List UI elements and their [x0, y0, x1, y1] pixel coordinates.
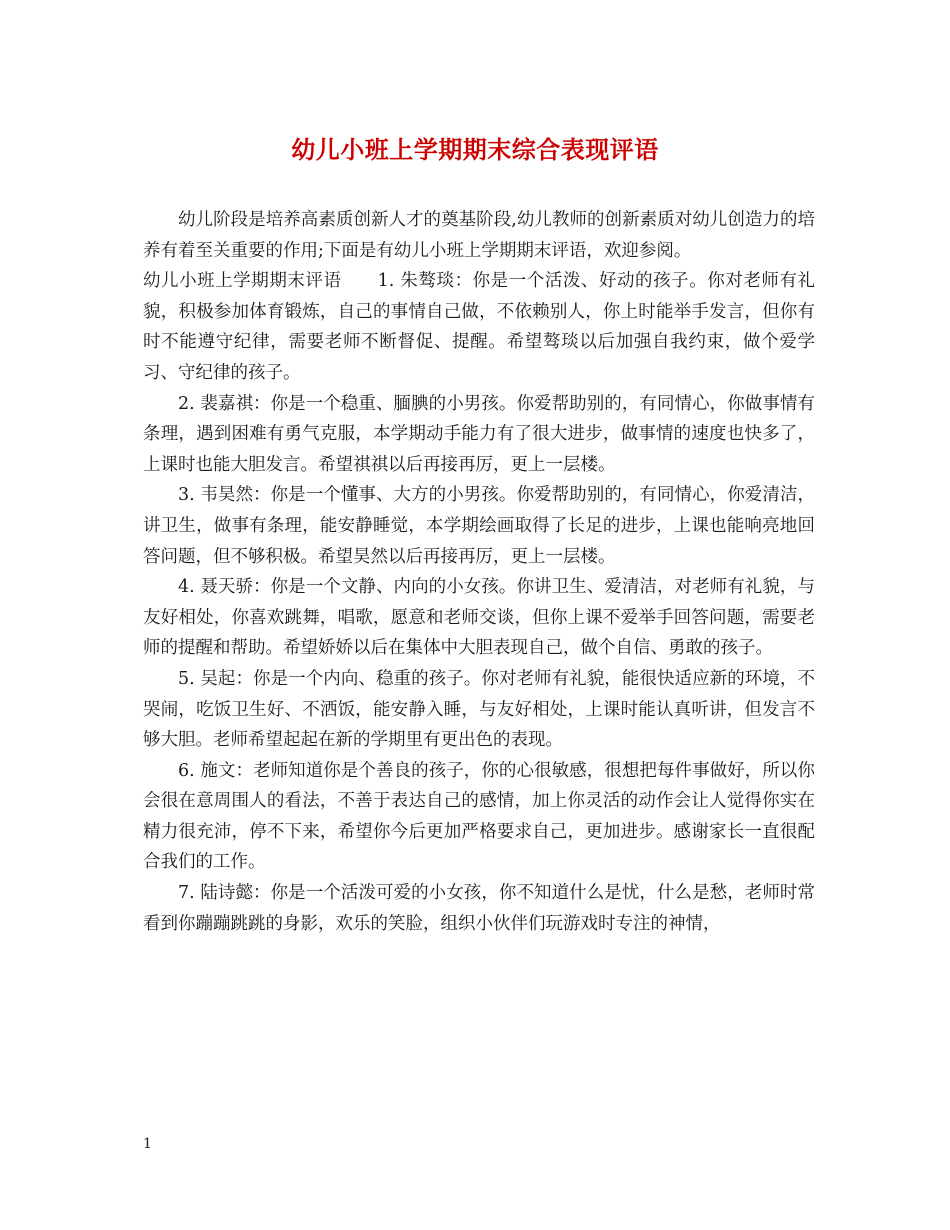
paragraph-comment-3: 3. 韦昊然：你是一个懂事、大方的小男孩。你爱帮助别的，有同情心，你爱清洁，讲卫生，做事有条理，能安静睡觉，本学期绘画取得了长足的进步，上课也能响亮地回答问题，但不够积极。希望昊然以后再接再厉，更上一层楼。: [143, 485, 815, 567]
paragraph-comment-2: 2. 裴嘉祺：你是一个稳重、腼腆的小男孩。你爱帮助别的，有同情心，你做事情有条理，遇到困难有勇气克服，本学期动手能力有了很大进步，做事情的速度也快多了，上课时也能大胆发言。希望祺祺以后再接再厉，更上一层楼。: [143, 393, 815, 475]
paragraph-comment-7: 7. 陆诗懿：你是一个活泼可爱的小女孩，你不知道什么是忧，什么是愁，老师时常看到你蹦蹦跳跳的身影，欢乐的笑脸，组织小伙伴们玩游戏时专注的神情，: [143, 883, 815, 934]
paragraph-comment-6: 6. 施文：老师知道你是个善良的孩子，你的心很敏感，很想把每件事做好，所以你会很在意周围人的看法，不善于表达自己的感情，加上你灵活的动作会让人觉得你实在精力很充沛，停不下来，希望你今后更加严格要求自己，更加进步。感谢家长一直很配合我们的工作。: [143, 760, 815, 873]
paragraph-comment-5: 5. 吴起：你是一个内向、稳重的孩子。你对老师有礼貌，能很快适应新的环境，不哭闹，吃饭卫生好、不洒饭，能安静入睡，与友好相处，上课时能认真听讲，但发言不够大胆。老师希望起起在新的学期里有更出色的表现。: [143, 668, 815, 751]
paragraph-comment-1: 幼儿小班上学期期末评语 1. 朱骜琰：你是一个活泼、好动的孩子。你对老师有礼貌，积极参加体育锻炼，自己的事情自己做，不依赖别人，你上时能举手发言，但你有时不能遵守纪律，需要老师不断督促、提醒。希望骜琰以后加强自我约束，做个爱学习、守纪律的孩子。: [143, 271, 815, 383]
document-title: 幼儿小班上学期期末综合表现评语: [291, 135, 659, 164]
page-number: 1: [143, 1136, 152, 1152]
paragraph-intro: 幼儿阶段是培养高素质创新人才的奠基阶段,幼儿教师的创新素质对幼儿创造力的培养有着至关重要的作用;下面是有幼儿小班上学期期末评语，欢迎参阅。: [143, 210, 815, 261]
paragraph-comment-4: 4. 聂天骄：你是一个文静、内向的小女孩。你讲卫生、爱清洁，对老师有礼貌，与友好相处，你喜欢跳舞，唱歌，愿意和老师交谈，但你上课不爱举手回答问题，需要老师的提醒和帮助。希望娇娇以后在集体中大胆表现自己，做个自信、勇敢的孩子。: [143, 577, 815, 659]
document-body: [143, 205, 815, 939]
